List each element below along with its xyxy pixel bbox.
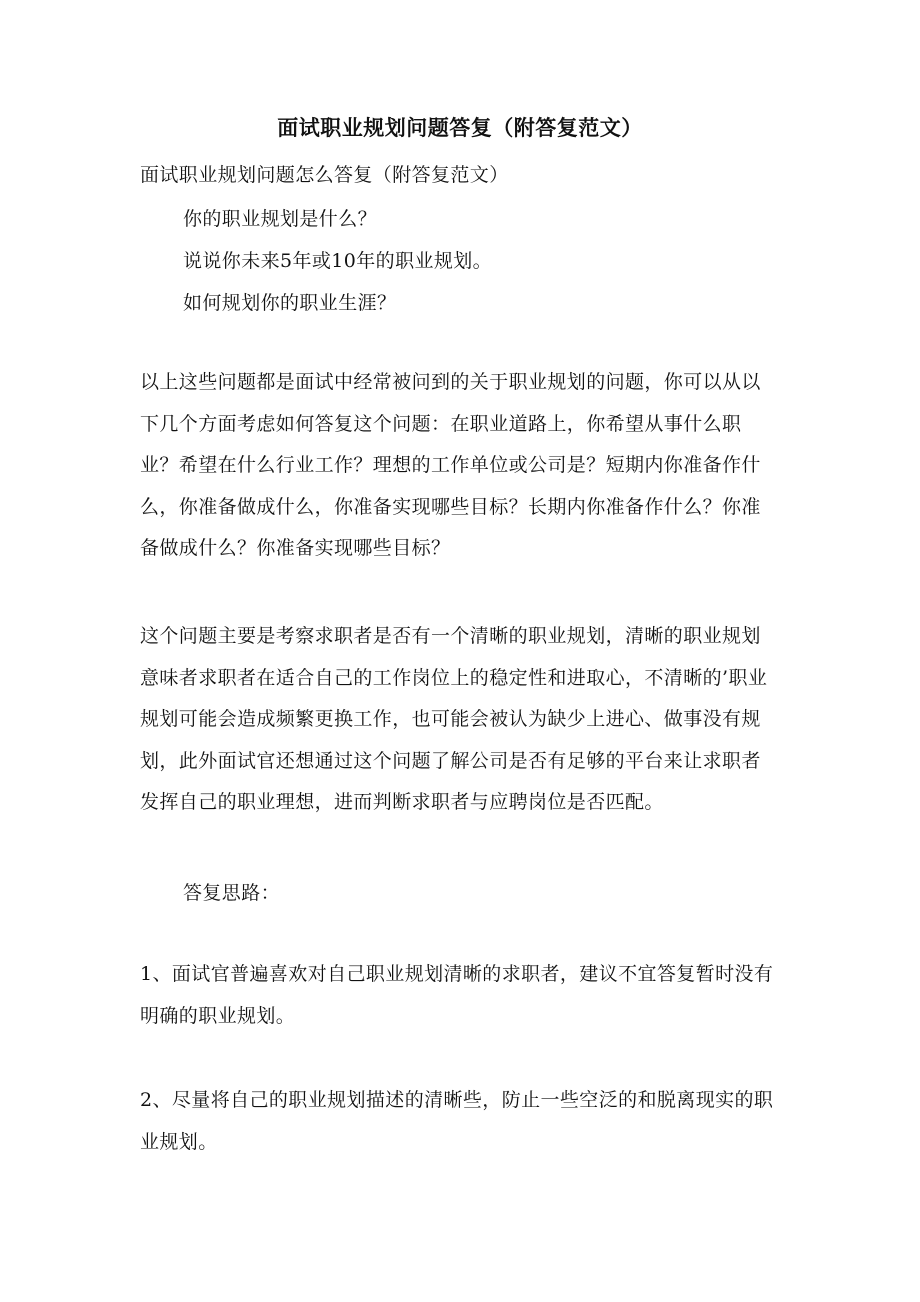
paragraph-1: 以上这些问题都是面试中经常被问到的关于职业规划的问题，你可以从以下几个方面考虑如何答复这个问题：在职业道路上，你希望从事什么职业？希望在什么行业工作？理想的工作单位或公司是？短期内你准备作什么，你准备做成什么，你准备实现哪些目标？长期内你准备作什么？你准备做成什么？你准备实现哪些目标？ bbox=[140, 371, 761, 559]
question-3: 如何规划你的职业生涯？ bbox=[183, 292, 397, 314]
question-2: 说说你未来5年或10年的职业规划。 bbox=[183, 250, 493, 272]
point-2: 2、尽量将自己的职业规划描述的清晰些，防止一些空泛的和脱离现实的职业规划。 bbox=[140, 1089, 774, 1153]
approach-heading: 答复思路： bbox=[183, 882, 281, 904]
point-1: 1、面试官普遍喜欢对自己职业规划清晰的求职者，建议不宜答复暂时没有明确的职业规划。 bbox=[140, 963, 774, 1027]
paragraph-2: 这个问题主要是考察求职者是否有一个清晰的职业规划，清晰的职业规划意味者求职者在适合自己的工作岗位上的稳定性和进取心，不清晰的’职业规划可能会造成频繁更换工作，也可能会被认为缺少上进心、做事没有规划，此外面试官还想通过这个问题了解公司是否有足够的平台来让求职者发挥自己的职业理想，进而判断求职者与应聘岗位是否匹配。 bbox=[140, 625, 768, 813]
document-title: 面试职业规划问题答复（附答复范文） bbox=[277, 115, 643, 140]
question-1: 你的职业规划是什么？ bbox=[183, 208, 378, 230]
document-subtitle: 面试职业规划问题怎么答复（附答复范文） bbox=[140, 164, 509, 186]
